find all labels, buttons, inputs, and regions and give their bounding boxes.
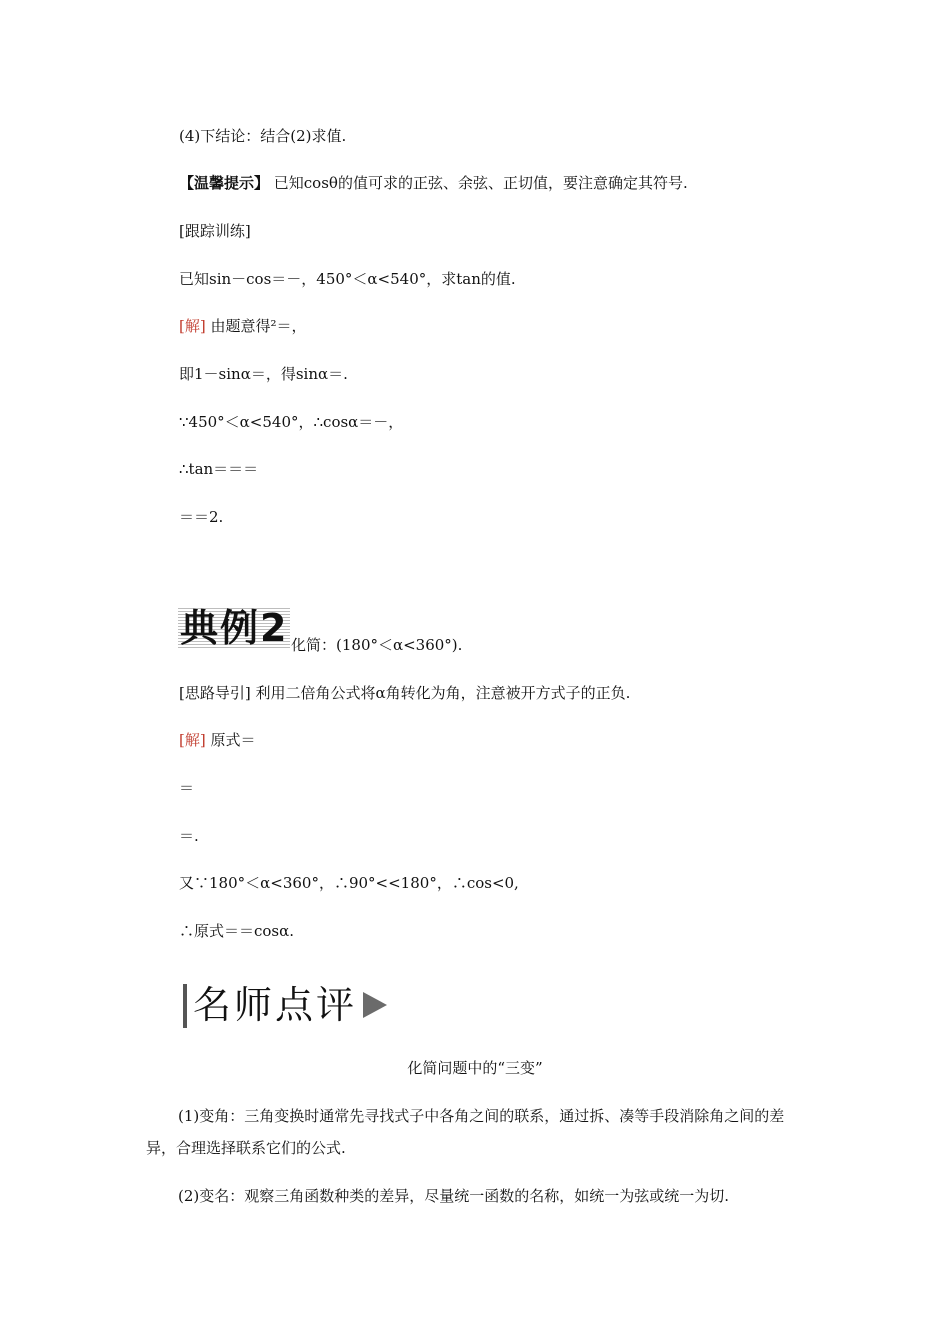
- warm-tip: [179, 173, 688, 193]
- example-solution-line-1: [179, 730, 256, 750]
- follow-up-training-heading: [跟踪训练]: [179, 222, 251, 240]
- example-2-banner-text: 典例2: [180, 606, 289, 650]
- solution-line-3: ∵450°＜α<540°，∴cosα＝－，: [179, 413, 404, 431]
- solution-line-2: 即1－sinα＝，得sinα＝.: [179, 365, 348, 383]
- example-solution-label: [解]: [179, 731, 206, 749]
- warm-tip-label: 【温馨提示】: [179, 174, 270, 192]
- warm-tip-text: 已知cosθ的值可求的正弦、余弦、正切值，要注意确定其符号.: [269, 174, 688, 192]
- solution-label: [解]: [179, 317, 206, 335]
- training-problem: 已知sin－cos＝－，450°＜α<540°，求tan的值.: [179, 270, 516, 288]
- example-solution-line-3: ＝.: [179, 827, 199, 845]
- solution-text: 由题意得²＝，: [205, 317, 307, 335]
- solution-line-4: ∴tan＝＝＝: [179, 460, 259, 478]
- step-4-conclusion: (4)下结论：结合(2)求值.: [179, 127, 347, 145]
- example-2-banner: [178, 606, 290, 650]
- example-solution-line-4: 又∵180°＜α<360°，∴90°<<180°，∴cos<0,: [179, 874, 519, 892]
- thought-guide: [思路导引] 利用二倍角公式将α角转化为角，注意被开方式子的正负.: [179, 684, 631, 702]
- review-point-2: (2)变名：观察三角函数种类的差异，尽量统一函数的名称，如统一为弦或统一为切.: [178, 1187, 730, 1205]
- solution-line-5: ＝＝2.: [179, 508, 224, 526]
- review-subtitle: 化简问题中的“三变”: [407, 1059, 543, 1077]
- play-triangle-icon: [363, 992, 387, 1018]
- example-question: 化简：(180°＜α<360°).: [291, 636, 463, 654]
- example-solution-line-5: ∴原式＝＝cosα.: [179, 922, 295, 940]
- example-solution-text: 原式＝: [205, 731, 256, 749]
- heading-bar: [183, 984, 187, 1028]
- solution-line-1: [179, 316, 307, 336]
- review-point-1: (1)变角：三角变换时通常先寻找式子中各角之间的联系，通过拆、凑等手段消除角之间的差异，合理选择联系它们的公式.: [146, 1107, 785, 1157]
- example-solution-line-2: ＝: [179, 779, 195, 797]
- teacher-review-title: 名师点评: [193, 983, 358, 1027]
